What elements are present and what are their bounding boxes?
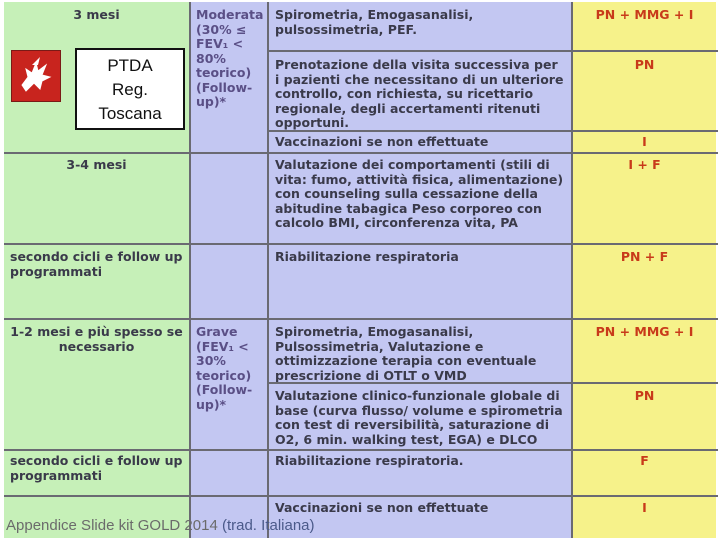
who-text: PN [634,57,655,72]
severity-label: Grave (FEV₁ < 30% teorico) (Follow-up)* [196,324,253,412]
who-text: PN + MMG + I [595,7,694,22]
row-divider [4,449,718,451]
timing-label: 3 mesi [73,7,120,22]
action-text: Prenotazione della visita successiva per i pazienti che necessitano di un ulteriore controllo, con richiesta, su ricettario regionale, degli accertamenti ritenuti opportuni. [275,57,564,130]
action-text: Vaccinazioni se non effettuate [275,134,489,149]
logo-line: Toscana [98,104,162,123]
row-divider [4,318,718,320]
who-cell [573,154,716,243]
logo-line: PTDA [107,56,153,75]
logo-line: Reg. [112,80,148,99]
row-divider [4,495,718,497]
col-divider [571,2,573,538]
action-text: Spirometria, Emogasanalisi, pulsossimetria, PEF. [275,7,474,37]
action-text: Spirometria, Emogasanalisi, Pulsossimetria, Valutazione e ottimizzazione terapia con eventuale prescrizione di OTLT o VMD [275,324,537,382]
action-cell [269,384,571,449]
row-divider [4,243,718,245]
tuscany-pegasus-icon [11,50,61,102]
timing-label: secondo cicli e follow up programmati [10,453,183,483]
timing-label: secondo cicli e follow up programmati [10,249,183,279]
who-text: PN + MMG + I [595,324,694,339]
timing-cell-1-2mesi [4,320,189,449]
severity-label: Moderata (30% ≤ FEV₁ < 80% teorico) (Follow-up)* [196,7,264,109]
who-text: F [640,453,649,468]
timing-cell-secondo-cicli [4,245,189,318]
action-cell [269,245,571,318]
action-text: Vaccinazioni se non effettuate [275,500,489,515]
who-cell [573,384,716,449]
ptda-logo-box [75,48,185,130]
who-cell [573,497,716,538]
action-text: Riabilitazione respiratoria. [275,453,464,468]
action-text: Valutazione clinico-funzionale globale di base (curva flusso/ volume e spirometria con test di reversibilità, saturazione di O2, 6 min. walking test, EGA) e DLCO [275,388,563,447]
timing-label: 1-2 mesi e più spesso se necessario [10,324,183,354]
action-text: Valutazione dei comportamenti (stili di vita: fumo, attività fisica, alimentazione) con counseling sulla cessazione della abitudine tabagica Peso corporeo con calcolo BMI, circonferenza vita, PA [275,157,564,230]
timing-cell-secondo-cicli [4,451,189,495]
timing-cell-3-4mesi [4,154,189,243]
row-divider [4,152,718,154]
who-text: I [642,500,647,515]
col-divider [189,2,191,538]
action-cell [269,154,571,243]
who-cell [573,245,716,318]
timing-label: 3-4 mesi [66,157,127,172]
who-cell [573,52,716,130]
severity-cell-moderata [191,2,267,152]
action-cell [269,451,571,495]
footer-caption [6,517,315,534]
sub-row-divider [269,50,718,52]
who-cell [573,320,716,382]
who-text: I + F [628,157,661,172]
severity-cell-empty [191,245,267,318]
action-text: Riabilitazione respiratoria [275,249,459,264]
severity-cell-empty [191,154,267,243]
who-cell [573,451,716,495]
action-cell [269,52,571,130]
severity-cell-empty [191,451,267,495]
who-cell [573,2,716,50]
severity-cell-grave [191,320,267,449]
action-cell [269,2,571,50]
who-text: PN [634,388,655,403]
footer-paren: (trad. Italiana) [221,517,315,534]
sub-row-divider [269,130,718,132]
action-cell [269,320,571,382]
col-divider [267,2,269,538]
sub-row-divider [269,382,718,384]
footer-text: Appendice Slide kit GOLD 2014 [6,517,218,534]
action-cell [269,132,571,152]
who-text: PN + F [620,249,669,264]
who-text: I [642,134,647,149]
who-cell [573,132,716,152]
